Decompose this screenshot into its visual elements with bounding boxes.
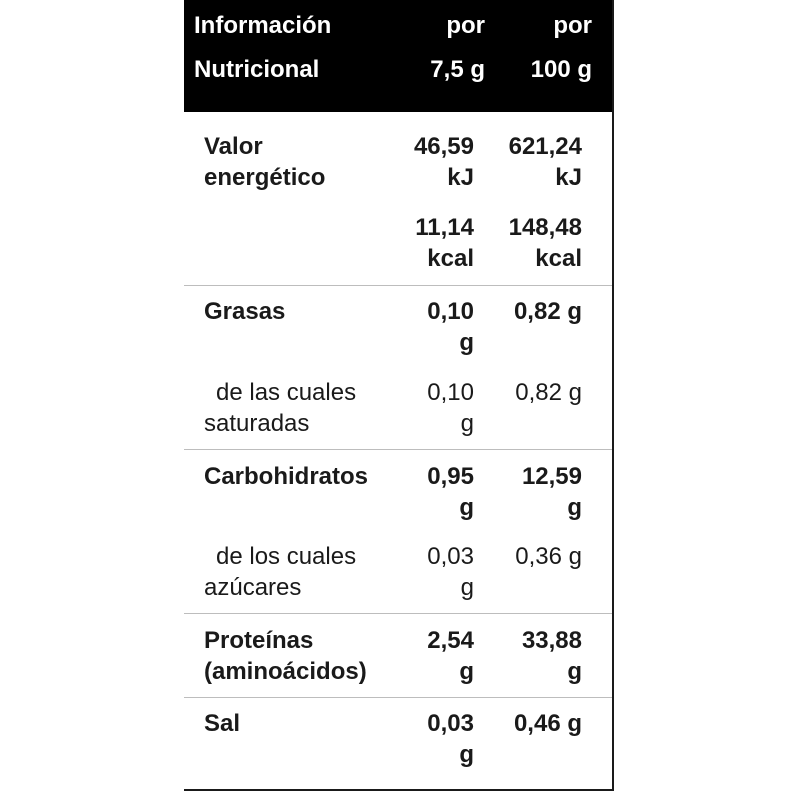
per-100g-value xyxy=(515,377,582,408)
value-line: 46,59 xyxy=(413,133,474,160)
value-line: 33,88 xyxy=(521,627,582,654)
header-per-100g-line1: por xyxy=(553,12,592,39)
row-divider xyxy=(184,697,612,698)
row-divider xyxy=(184,613,612,614)
value-line: kJ xyxy=(447,164,474,191)
value-line: 0,03 xyxy=(427,543,474,570)
header-title-line1: Información xyxy=(194,12,332,39)
value-line: 0,10 xyxy=(427,298,474,325)
per-serving-value xyxy=(414,131,474,193)
header-per-serving-line2: 7,5 g xyxy=(430,56,485,83)
per-serving-value xyxy=(415,212,474,274)
row-divider xyxy=(184,285,612,286)
per-100g-value xyxy=(514,708,582,739)
value-line: g xyxy=(567,658,582,685)
per-100g-value xyxy=(522,461,582,523)
row-label-line: energético xyxy=(204,164,326,191)
row-label xyxy=(204,541,356,603)
row-label-line: de los cuales xyxy=(216,543,357,570)
per-100g-value xyxy=(514,296,582,327)
row-label-line: azúcares xyxy=(204,574,302,601)
value-line: g xyxy=(459,741,474,768)
per-100g-value xyxy=(509,212,582,274)
table-header xyxy=(184,0,612,112)
per-100g-value xyxy=(515,541,582,572)
per-100g-value xyxy=(522,625,582,687)
nutrition-facts-table xyxy=(184,0,614,791)
per-serving-value xyxy=(427,708,474,770)
row-label xyxy=(204,131,325,193)
header-per-serving-line1: por xyxy=(446,12,485,39)
row-label xyxy=(204,708,240,739)
value-line: 2,54 xyxy=(427,627,474,654)
value-line: 0,46 g xyxy=(513,710,582,737)
value-line: 11,14 xyxy=(415,214,474,241)
per-serving-value xyxy=(427,541,474,603)
value-line: g xyxy=(459,658,474,685)
value-line: kcal xyxy=(535,245,582,272)
value-line: g xyxy=(460,410,474,437)
per-serving-value xyxy=(427,296,474,358)
value-line: g xyxy=(459,494,474,521)
row-label-line: Carbohidratos xyxy=(204,463,369,490)
header-per-100g-line2: 100 g xyxy=(530,56,592,83)
row-label-line: Proteínas xyxy=(204,627,314,654)
value-line: g xyxy=(460,574,474,601)
value-line: 0,82 g xyxy=(513,298,582,325)
row-label xyxy=(204,377,356,439)
row-divider xyxy=(184,449,612,450)
row-label xyxy=(204,296,285,327)
value-line: 148,48 xyxy=(508,214,582,241)
value-line: 0,95 xyxy=(427,463,474,490)
value-line: 0,10 xyxy=(427,379,474,406)
per-serving-value xyxy=(427,377,474,439)
row-label-line: (aminoácidos) xyxy=(204,658,367,685)
value-line: 12,59 xyxy=(521,463,582,490)
per-serving-value xyxy=(427,461,474,523)
header-title-line2: Nutricional xyxy=(194,56,320,83)
row-label-line: Valor xyxy=(204,133,263,160)
value-line: 0,03 xyxy=(427,710,474,737)
value-line: 621,24 xyxy=(508,133,582,160)
value-line: kcal xyxy=(427,245,474,272)
value-line: g xyxy=(459,329,474,356)
value-line: 0,36 g xyxy=(515,543,582,570)
value-line: 0,82 g xyxy=(515,379,582,406)
value-line: g xyxy=(567,494,582,521)
row-label xyxy=(204,461,368,492)
row-label-line: Sal xyxy=(204,710,241,737)
value-line: kJ xyxy=(555,164,582,191)
row-label-line: de las cuales xyxy=(216,379,357,406)
row-label xyxy=(204,625,367,687)
per-serving-value xyxy=(427,625,474,687)
row-label-line: Grasas xyxy=(204,298,286,325)
row-label-line: saturadas xyxy=(204,410,310,437)
per-100g-value xyxy=(509,131,582,193)
